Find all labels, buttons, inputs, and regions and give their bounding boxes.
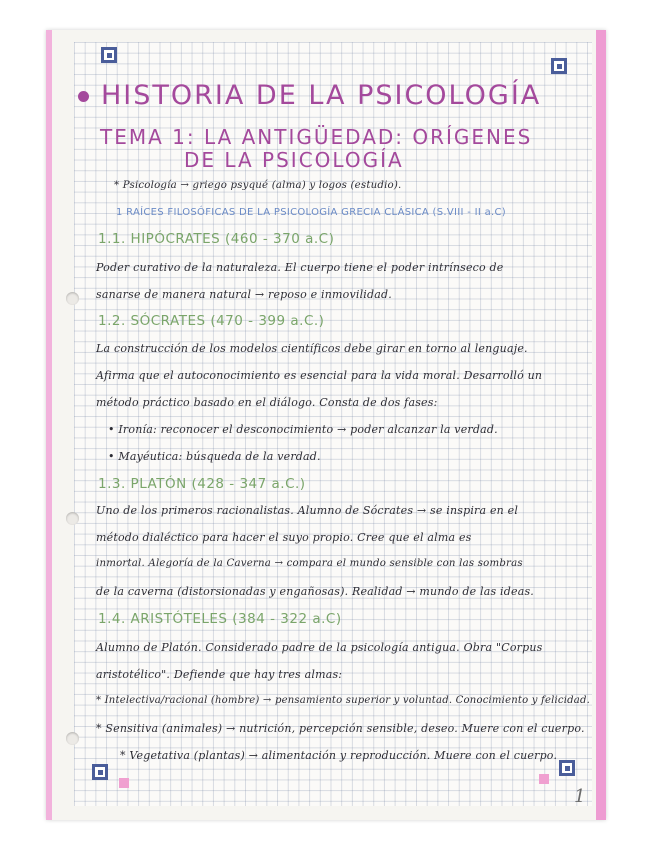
note-line: Uno de los primeros racionalistas. Alumno de Sócrates → se inspira en el (96, 504, 519, 517)
note-line: La construcción de los modelos científicos debe girar en torno al lenguaje. (96, 342, 528, 355)
note-line: * Psicología → griego psyqué (alma) y logos (estudio). (114, 180, 402, 191)
list-item-text: Mayéutica: búsqueda de la verdad. (118, 450, 321, 463)
bullet-icon (78, 91, 89, 102)
section-heading: 1.3. PLATÓN (428 - 347 a.C.) (98, 476, 306, 492)
note-line: Poder curativo de la naturaleza. El cuerpo tiene el poder intrínseco de (96, 261, 504, 274)
note-line: inmortal. Alegoría de la Caverna → compara el mundo sensible con las sombras (96, 558, 523, 569)
pink-margin-strip (596, 30, 606, 820)
page-left-edge (46, 30, 52, 820)
corner-marker-icon (101, 47, 117, 63)
note-line: sanarse de manera natural → reposo e inmovilidad. (96, 288, 392, 301)
page-number: 1 (574, 786, 586, 807)
note-line: Afirma que el autoconocimiento es esencial para la vida moral. Desarrolló un (96, 369, 543, 382)
list-item-text: Ironía: reconocer el desconocimiento → poder alcanzar la verdad. (118, 423, 498, 436)
section-heading: 1.2. SÓCRATES (470 - 399 a.C.) (98, 313, 325, 329)
section-heading: 1.4. ARISTÓTELES (384 - 322 a.C) (98, 611, 342, 627)
note-line: método dialéctico para hacer el suyo propio. Cree que el alma es (96, 531, 472, 544)
note-line: * Intelectiva/racional (hombre) → pensamiento superior y voluntad. Conocimiento y felicidad. (96, 695, 591, 706)
pink-square (119, 778, 129, 788)
note-line: de la caverna (distorsionadas y engañosas). Realidad → mundo de las ideas. (96, 585, 535, 598)
corner-marker-icon (92, 764, 108, 780)
page-title-row (78, 80, 541, 111)
topic-title-continued: DE LA PSICOLOGÍA (184, 148, 404, 172)
corner-marker-icon (559, 760, 575, 776)
topic-title: TEMA 1: LA ANTIGÜEDAD: ORÍGENES (100, 125, 533, 149)
binder-hole (66, 512, 79, 525)
note-line: * Sensitiva (animales) → nutrición, percepción sensible, deseo. Muere con el cuerpo. (96, 722, 585, 735)
section-heading: 1.1. HIPÓCRATES (460 - 370 a.C) (98, 231, 335, 247)
list-item: • Mayéutica: búsqueda de la verdad. (108, 450, 321, 463)
list-item: • Ironía: reconocer el desconocimiento → poder alcanzar la verdad. (108, 423, 498, 436)
note-line: * Vegetativa (plantas) → alimentación y reproducción. Muere con el cuerpo. (120, 749, 558, 762)
corner-marker-icon (551, 58, 567, 74)
binder-hole (66, 292, 79, 305)
pink-square (539, 774, 549, 784)
note-line: Alumno de Platón. Considerado padre de la psicología antigua. Obra "Corpus (96, 641, 543, 654)
binder-hole (66, 732, 79, 745)
note-line: aristotélico". Defiende que hay tres almas: (96, 668, 343, 681)
page-title: HISTORIA DE LA PSICOLOGÍA (101, 80, 542, 111)
note-line: método práctico basado en el diálogo. Consta de dos fases: (96, 396, 438, 409)
section-heading: 1 RAÍCES FILOSÓFICAS DE LA PSICOLOGÍA GRECIA CLÁSICA (S.VIII - II a.C) (116, 207, 506, 218)
